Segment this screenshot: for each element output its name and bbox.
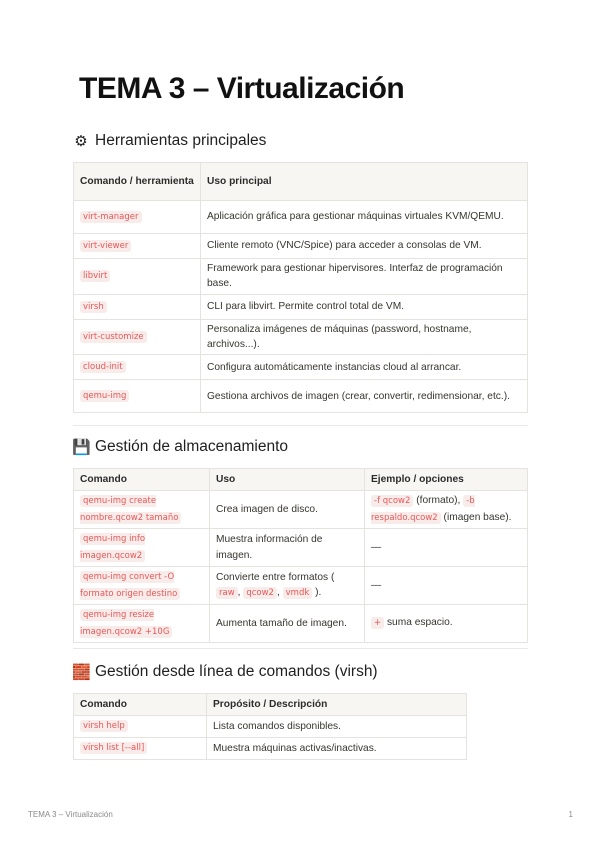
column-header: Comando / herramienta xyxy=(74,163,201,201)
section-title: Gestión de almacenamiento xyxy=(95,438,289,455)
option-code: + xyxy=(371,617,384,629)
column-header: Ejemplo / opciones xyxy=(365,469,528,491)
table-row xyxy=(74,294,528,319)
cell-example: — xyxy=(365,567,528,605)
cell-text: Aumenta tamaño de imagen. xyxy=(210,605,365,643)
table-row xyxy=(74,567,528,605)
column-header: Uso xyxy=(210,469,365,491)
section-heading-storage xyxy=(72,438,288,456)
format-code: vmdk xyxy=(283,587,313,599)
floppy-disk-icon: 💾 xyxy=(72,438,91,456)
cell-example xyxy=(365,605,528,643)
footer-title: TEMA 3 – Virtualización xyxy=(28,810,113,819)
cell-text: Cliente remoto (VNC/Spice) para acceder a consolas de VM. xyxy=(201,234,528,259)
command-code: qemu-img create nombre.qcow2 tamaño xyxy=(80,495,181,523)
tools-table xyxy=(73,162,528,413)
example-text: (imagen base). xyxy=(440,511,512,523)
table-row xyxy=(74,259,528,295)
storage-table xyxy=(73,468,528,643)
divider xyxy=(73,425,528,426)
command-code: virsh help xyxy=(80,720,128,732)
option-code: -b respaldo.qcow2 xyxy=(371,496,475,523)
page-number: 1 xyxy=(568,810,573,819)
section-title: Gestión desde línea de comandos (virsh) xyxy=(95,663,378,680)
column-header: Comando xyxy=(74,694,207,716)
page-title: TEMA 3 – Virtualización xyxy=(79,72,405,105)
cell-text: CLI para libvirt. Permite control total de VM. xyxy=(201,294,528,319)
cell-text: Convierte entre formatos ( raw , qcow2 , vmdk ). xyxy=(210,567,365,605)
command-code: virt-viewer xyxy=(80,240,131,252)
command-code: virt-manager xyxy=(80,211,142,223)
cell-text: Configura automáticamente instancias cloud al arrancar. xyxy=(201,355,528,380)
table-row xyxy=(74,234,528,259)
cell-text: Crea imagen de disco. xyxy=(210,491,365,529)
cell-text: Muestra máquinas activas/inactivas. xyxy=(207,738,467,760)
table-row xyxy=(74,319,528,355)
command-code: virsh xyxy=(80,301,107,313)
section-heading-virsh xyxy=(72,663,378,681)
command-code: virsh list [--all] xyxy=(80,742,147,754)
command-code: qemu-img resize imagen.qcow2 +10G xyxy=(80,609,172,637)
cell-text: Framework para gestionar hipervisores. Interfaz de programación base. xyxy=(201,259,528,295)
column-header: Comando xyxy=(74,469,210,491)
cell-example xyxy=(365,491,528,529)
table-row xyxy=(74,380,528,413)
table-row xyxy=(74,529,528,567)
example-text: suma espacio. xyxy=(384,617,453,629)
table-row xyxy=(74,355,528,380)
gear-icon: ⚙ xyxy=(74,132,88,150)
command-code: libvirt xyxy=(80,270,110,282)
command-code: qemu-img xyxy=(80,390,129,402)
column-header: Uso principal xyxy=(201,163,528,201)
column-header: Propósito / Descripción xyxy=(207,694,467,716)
example-text: (formato), xyxy=(413,495,464,507)
command-code: virt-customize xyxy=(80,331,147,343)
cell-text: Lista comandos disponibles. xyxy=(207,716,467,738)
table-row xyxy=(74,716,467,738)
table-row xyxy=(74,201,528,234)
command-code: cloud-init xyxy=(80,361,126,373)
cell-text: Aplicación gráfica para gestionar máquinas virtuales KVM/QEMU. xyxy=(201,201,528,234)
command-code: qemu-img info imagen.qcow2 xyxy=(80,534,146,561)
section-title: Herramientas principales xyxy=(95,132,267,149)
format-code: raw xyxy=(216,587,238,599)
table-row xyxy=(74,605,528,643)
divider xyxy=(73,648,528,649)
cell-text: Personaliza imágenes de máquinas (password, hostname, archivos...). xyxy=(201,319,528,355)
cell-text: Gestiona archivos de imagen (crear, convertir, redimensionar, etc.). xyxy=(201,380,528,413)
virsh-table xyxy=(73,693,467,760)
table-row xyxy=(74,738,467,760)
command-code: qemu-img convert -O formato origen destino xyxy=(80,571,180,599)
section-heading-tools xyxy=(72,132,266,150)
table-row xyxy=(74,491,528,529)
cell-text: Muestra información de imagen. xyxy=(210,529,365,567)
option-code: -f qcow2 xyxy=(371,495,413,507)
bricks-icon: 🧱 xyxy=(72,663,91,681)
cell-example: — xyxy=(365,529,528,567)
use-text: Convierte entre formatos ( xyxy=(216,571,335,583)
format-code: qcow2 xyxy=(243,587,277,599)
